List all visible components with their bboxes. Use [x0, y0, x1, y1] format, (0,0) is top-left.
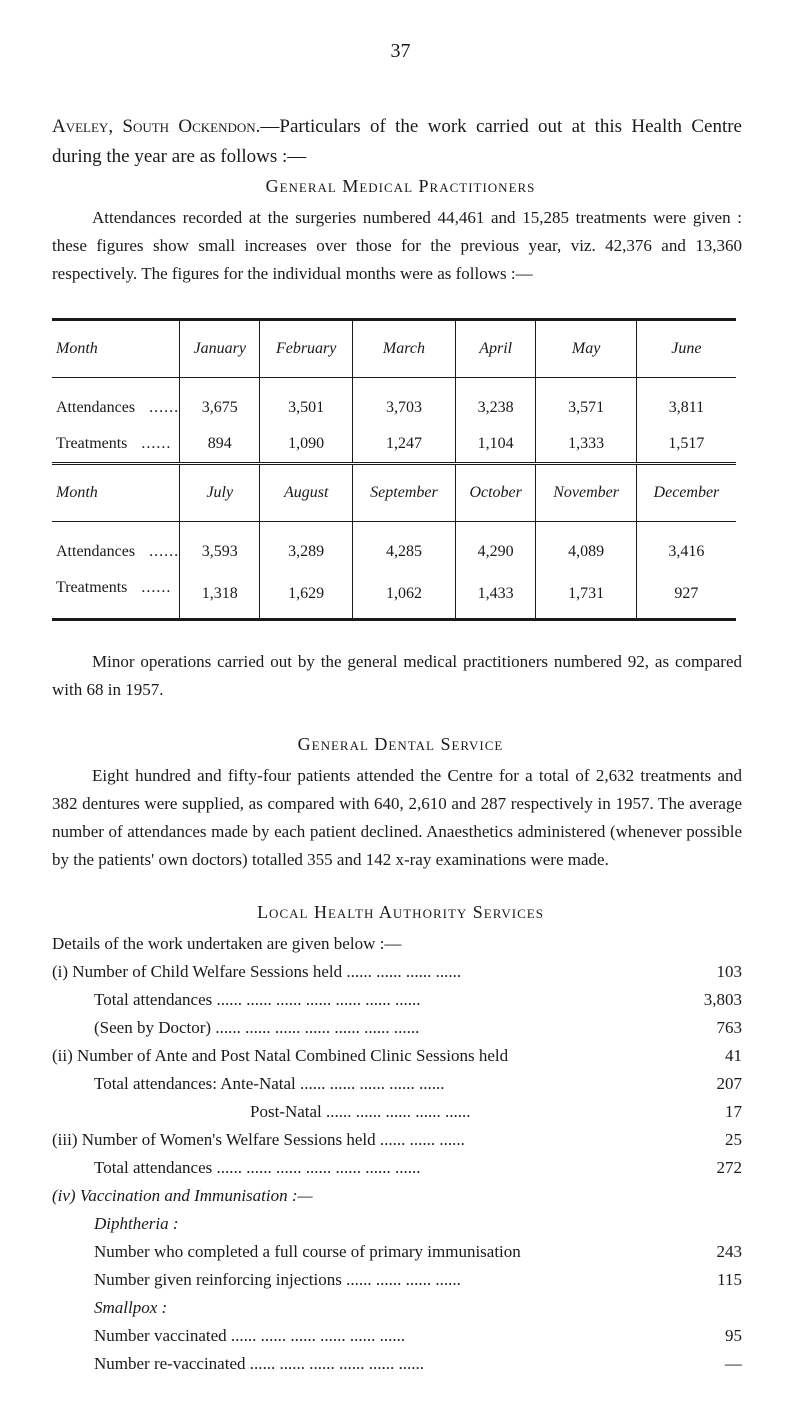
list-item: (Seen by Doctor) ...... ...... ...... ...... ...... ...... ...... 763 [94, 1018, 742, 1037]
dental-heading: General Dental Service [297, 734, 504, 754]
page-number: 37 [390, 40, 411, 62]
list-item: (ii) Number of Ante and Post Natal Combined Clinic Sessions held 41 [52, 1046, 742, 1065]
list-item: Post-Natal ...... ...... ...... ...... ...... 17 [250, 1102, 742, 1121]
month-label: Month [52, 320, 180, 378]
table-cell: 3,289 [260, 522, 352, 571]
table-header-row [52, 464, 736, 522]
list-item: (iv) Vaccination and Immunisation :— [52, 1186, 313, 1205]
month-cell: January [180, 320, 260, 378]
table-cell: 3,593 [180, 522, 260, 571]
month-cell: April [455, 320, 535, 378]
table-cell: 1,629 [260, 570, 352, 620]
list-item: Total attendances ...... ...... ...... ...... ...... ...... ...... 3,803 [94, 990, 742, 1009]
minor-operations-paragraph: Minor operations carried out by the general medical practitioners numbered 92, as compared with 68 in 1957. [52, 652, 742, 699]
table-row [52, 378, 736, 427]
table-header-row [52, 320, 736, 378]
table-cell: 1,318 [180, 570, 260, 620]
list-item: (i) Number of Child Welfare Sessions held ...... ...... ...... ...... 103 [52, 962, 742, 981]
month-cell: March [352, 320, 455, 378]
list-item: Diphtheria : [94, 1214, 179, 1233]
lha-heading: Local Health Authority Services [257, 902, 544, 922]
table-cell: 4,290 [455, 522, 535, 571]
month-label: Month [52, 464, 180, 522]
list-item: Total attendances: Ante-Natal ...... ...... ...... ...... ...... 207 [94, 1074, 742, 1093]
table-row [52, 522, 736, 571]
table-cell: 4,285 [352, 522, 455, 571]
table-cell: 3,571 [536, 378, 636, 427]
month-cell: November [536, 464, 636, 522]
table-cell: 1,090 [260, 426, 352, 464]
gmp-paragraph: Attendances recorded at the surgeries numbered 44,461 and 15,285 treatments were given : these figures show small increases over those for the previous year, viz. 42,376 and 13,360 respectively. The figures for the individual months were as follows :— [52, 208, 742, 283]
table-cell: 4,089 [536, 522, 636, 571]
table-cell: 3,811 [636, 378, 736, 427]
list-item: Number vaccinated ...... ...... ...... ...... ...... ...... 95 [94, 1326, 742, 1345]
row-label: Treatments ...... [56, 579, 172, 596]
table-cell: 1,433 [455, 570, 535, 620]
list-intro: Details of the work undertaken are given below :— [52, 934, 402, 953]
list-item: Total attendances ...... ...... ...... ...... ...... ...... ...... 272 [94, 1158, 742, 1177]
table-cell: 1,062 [352, 570, 455, 620]
table-cell: 1,333 [536, 426, 636, 464]
table-cell: 1,104 [455, 426, 535, 464]
month-cell: September [352, 464, 455, 522]
table-cell: 1,731 [536, 570, 636, 620]
intro-place: Aveley, South Ockendon. [52, 116, 261, 137]
month-cell: July [180, 464, 260, 522]
month-cell: June [636, 320, 736, 378]
table-row [52, 426, 736, 464]
table-cell: 3,416 [636, 522, 736, 571]
dental-paragraph: Eight hundred and fifty-four patients attended the Centre for a total of 2,632 treatments and 382 dentures were supplied, as compared with 640, 2,610 and 287 respectively in 1957. The average number of attendances made by each patient declined. Anaesthetics administered (whenever possible by the patients' own doctors) totalled 355 and 142 x-ray examinations were made. [52, 766, 742, 869]
month-cell: February [260, 320, 352, 378]
table-cell: 1,247 [352, 426, 455, 464]
table-cell: 927 [636, 570, 736, 620]
month-cell: December [636, 464, 736, 522]
table-cell: 3,238 [455, 378, 535, 427]
row-label: Attendances ...... [56, 543, 180, 560]
list-item: Number re-vaccinated ...... ...... ...... ...... ...... ...... — [94, 1354, 742, 1373]
row-label: Attendances ...... [56, 399, 180, 416]
table-cell: 3,501 [260, 378, 352, 427]
list-item: Number given reinforcing injections ...... ...... ...... ...... 115 [94, 1270, 742, 1289]
gmp-heading: General Medical Practitioners [265, 176, 536, 196]
list-item: (iii) Number of Women's Welfare Sessions held ...... ...... ...... 25 [52, 1130, 742, 1149]
table-cell: 3,703 [352, 378, 455, 427]
lha-list [52, 930, 742, 1378]
intro-text: —Particulars of the work carried out at this Health Centre during the year are as follows :— [52, 116, 742, 167]
list-item: Smallpox : [94, 1298, 168, 1317]
monthly-table [52, 318, 736, 621]
row-label: Treatments ...... [52, 426, 180, 464]
table-row [52, 570, 736, 620]
table-cell: 1,517 [636, 426, 736, 464]
month-cell: August [260, 464, 352, 522]
list-item: Number who completed a full course of primary immunisation 243 [94, 1242, 742, 1261]
month-cell: October [455, 464, 535, 522]
month-cell: May [536, 320, 636, 378]
table-cell: 894 [180, 426, 260, 464]
intro-paragraph [52, 112, 742, 172]
table-cell: 3,675 [180, 378, 260, 427]
